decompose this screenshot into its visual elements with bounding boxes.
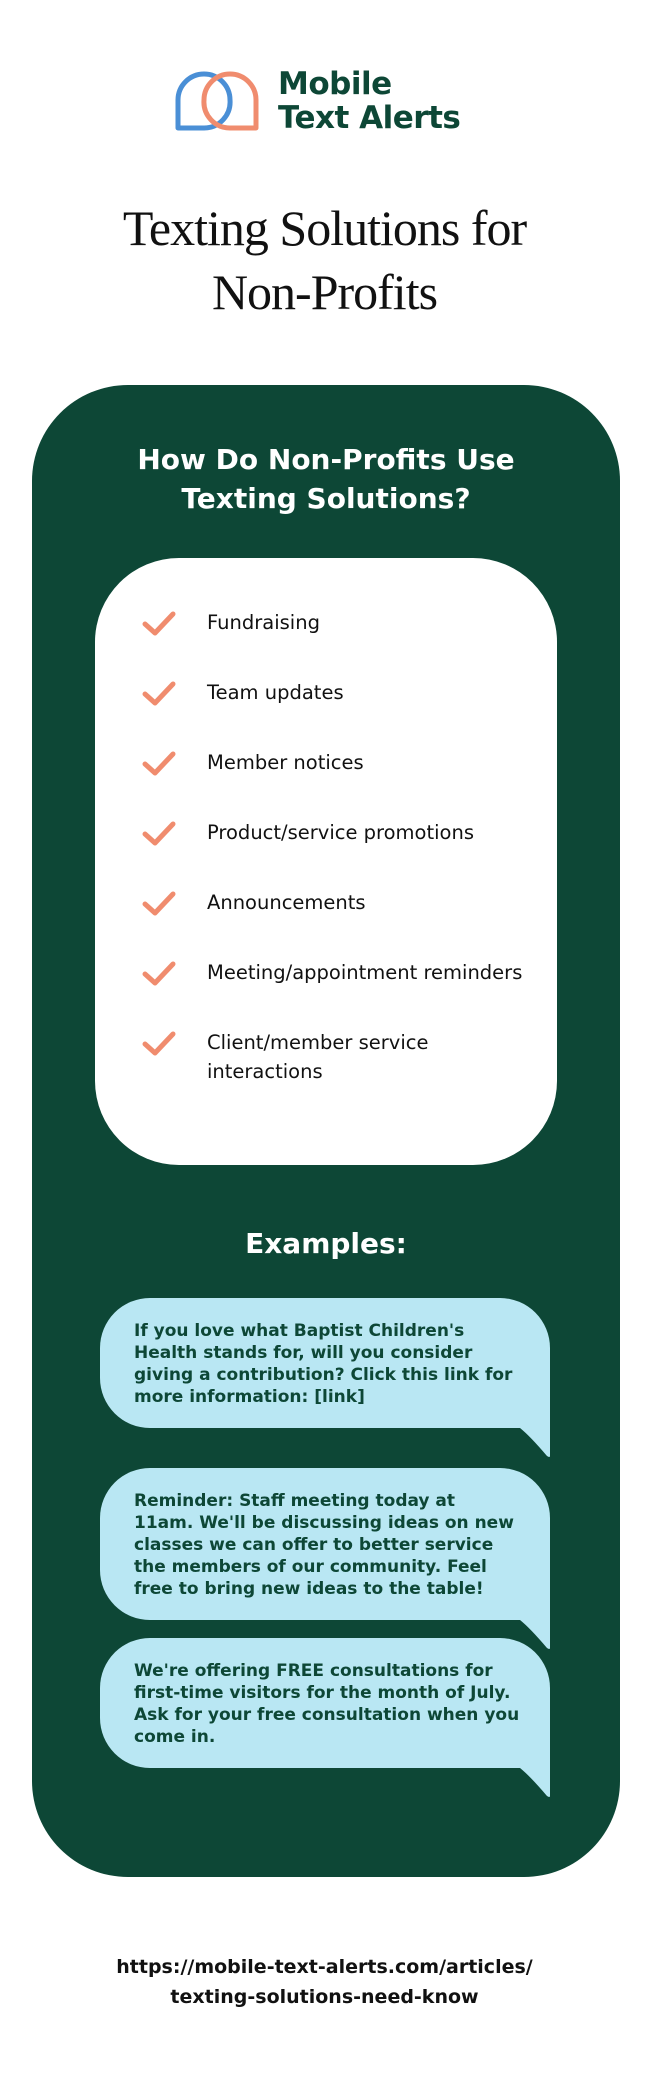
source-url [0,1952,649,2012]
overlapping-speech-bubbles-icon [172,66,262,136]
uses-heading-line1: How Do Non-Profits Use [137,443,515,476]
uses-item-label: Announcements [207,891,366,914]
uses-heading [32,440,620,518]
message-text: We're offering FREE consultations for first-time visitors for the month of July. Ask for your free consultation when you come in. [100,1638,550,1768]
uses-list [95,608,557,1098]
page-title-line2: Non-Profits [211,264,438,320]
uses-item-label: Meeting/appointment reminders [207,961,523,984]
checkmark-icon [141,1030,177,1058]
uses-item [95,608,557,678]
brand-name [278,67,460,135]
checkmark-icon [141,750,177,778]
uses-item-label: Member notices [207,751,364,774]
uses-item [95,1028,557,1098]
uses-item-label: Team updates [207,681,344,704]
page-title [0,196,649,324]
message-bubble [100,1298,550,1428]
brand-name-line1: Mobile [278,66,392,102]
checkmark-icon [141,890,177,918]
uses-item-label: Fundraising [207,611,320,634]
content-panel [32,385,620,1877]
checkmark-icon [141,680,177,708]
checkmark-icon [141,610,177,638]
brand-name-line2: Text Alerts [278,100,461,136]
source-url-line1: https://mobile-text-alerts.com/articles/ [116,1956,533,1978]
message-text: If you love what Baptist Children's Health stands for, will you consider giving a contribution? Click this link for more information: [link] [100,1298,550,1428]
bubble-tail-icon [520,1428,550,1458]
source-url-line2: texting-solutions-need-know [170,1986,479,2008]
uses-card [95,558,557,1165]
uses-item [95,818,557,888]
uses-item [95,748,557,818]
page-title-line1: Texting Solutions for [122,200,527,256]
uses-item-label: Product/service promotions [207,821,474,844]
message-bubble [100,1638,550,1768]
message-bubble [100,1468,550,1620]
uses-item [95,678,557,748]
uses-item-label: Client/member service interactions [207,1031,429,1083]
bubble-tail-icon [520,1768,550,1798]
brand-logo [172,66,492,136]
checkmark-icon [141,820,177,848]
uses-heading-line2: Texting Solutions? [181,482,471,515]
examples-heading: Examples: [245,1227,407,1260]
uses-item [95,958,557,1028]
checkmark-icon [141,960,177,988]
uses-item [95,888,557,958]
message-text: Reminder: Staff meeting today at 11am. We'll be discussing ideas on new classes we can offer to better service the members of our community. Feel free to bring new ideas to the table! [100,1468,550,1620]
